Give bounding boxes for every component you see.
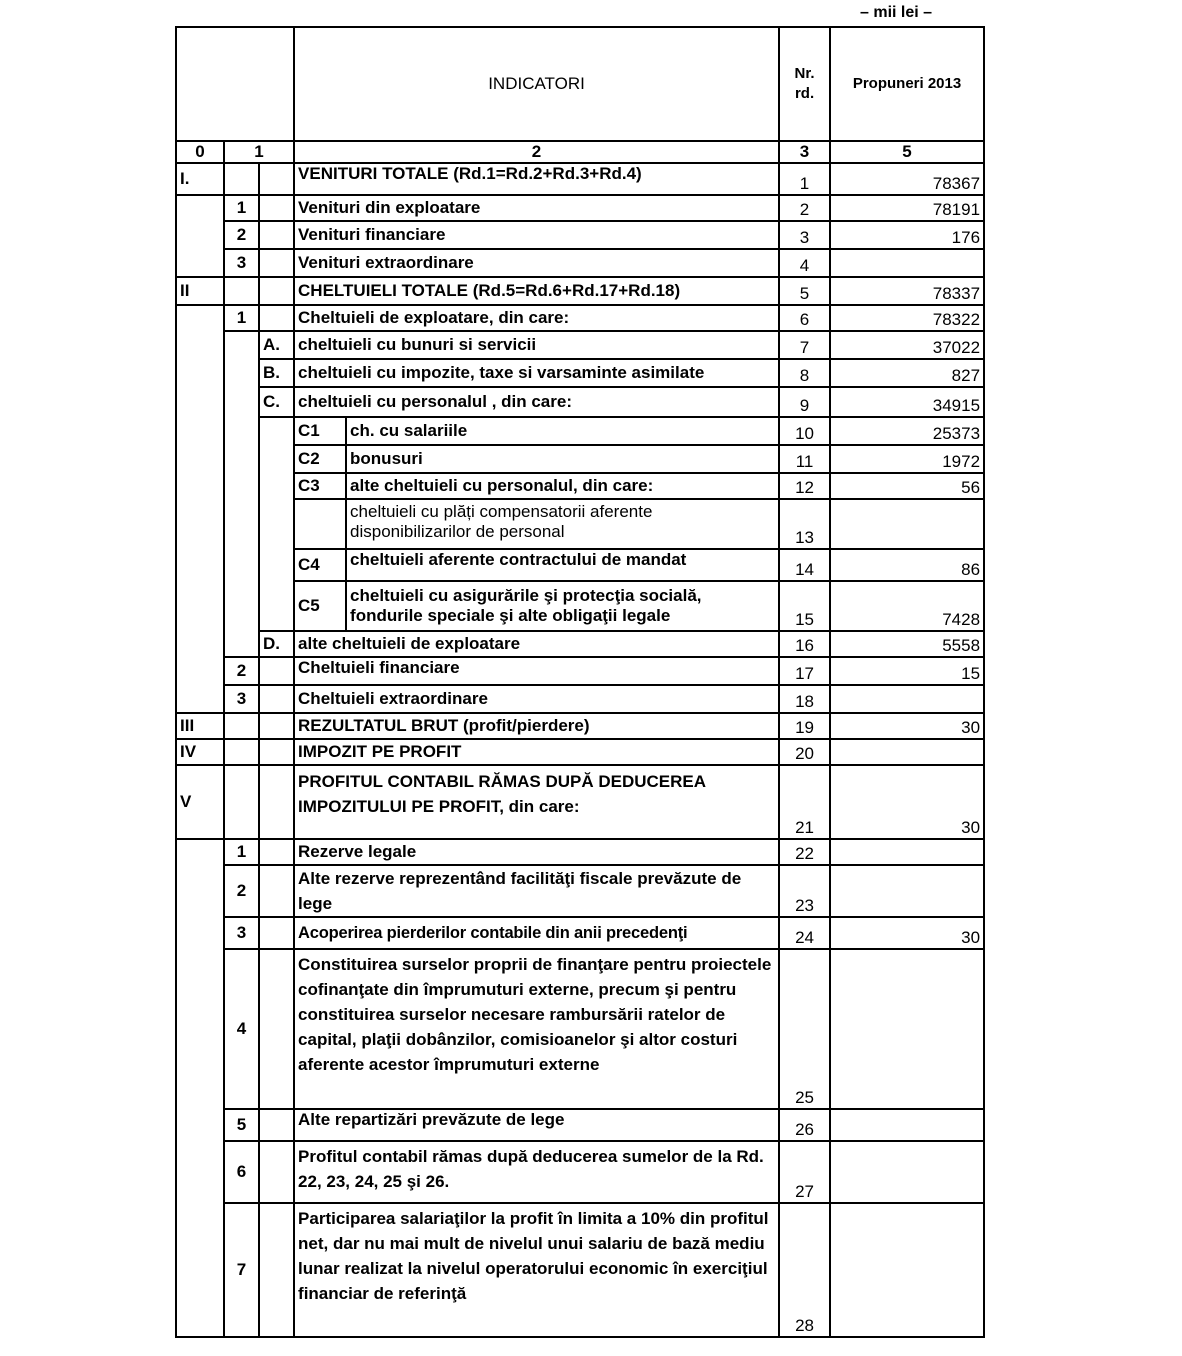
row-number: 15 (779, 581, 830, 631)
row-value: 78367 (830, 163, 984, 195)
row-value (830, 499, 984, 549)
row-number: 20 (779, 739, 830, 765)
row-label: cheltuieli cu bunuri si servicii (294, 331, 779, 359)
row-label: Rezerve legale (294, 839, 779, 865)
row-index: 3 (224, 685, 259, 713)
row-value (830, 685, 984, 713)
row-index: 7 (224, 1203, 259, 1337)
row-number: 19 (779, 713, 830, 739)
row-value: 30 (830, 917, 984, 949)
col-number-5: 5 (830, 141, 984, 163)
row-number: 11 (779, 445, 830, 473)
row-value: 86 (830, 549, 984, 581)
table-row (176, 331, 984, 359)
row-number: 6 (779, 305, 830, 331)
row-roman: IV (176, 739, 224, 765)
row-number: 24 (779, 917, 830, 949)
row-number: 26 (779, 1109, 830, 1141)
row-label: cheltuieli cu asigurările şi protecţia socială, fondurile speciale şi alte obligaţii legale (346, 581, 779, 631)
header-proposals: Propuneri 2013 (830, 27, 984, 141)
row-number: 16 (779, 631, 830, 657)
header-indicators: INDICATORI (294, 27, 779, 141)
table-row (176, 1141, 984, 1203)
row-label: Alte rezerve reprezentând facilităţi fiscale prevăzute de lege (294, 865, 779, 917)
row-label: Venituri extraordinare (294, 249, 779, 277)
table-row (176, 163, 984, 195)
row-value (830, 1109, 984, 1141)
row-label: Cheltuieli financiare (294, 657, 779, 685)
row-roman: II (176, 277, 224, 305)
row-number: 5 (779, 277, 830, 305)
row-value (830, 739, 984, 765)
row-index: 1 (224, 839, 259, 865)
row-number: 4 (779, 249, 830, 277)
row-label: REZULTATUL BRUT (profit/pierdere) (294, 713, 779, 739)
row-label: bonusuri (346, 445, 779, 473)
table-row (176, 713, 984, 739)
row-number: 18 (779, 685, 830, 713)
table-row (176, 949, 984, 1109)
row-label: Participarea salariaţilor la profit în limita a 10% din profitul net, dar nu mai mult de nivelul unui salariu de bază mediu lunar realizat la nivelul operatorului economic în exerciţiul financiar de referinţă (294, 1203, 779, 1337)
row-label: cheltuieli cu impozite, taxe si varsaminte asimilate (294, 359, 779, 387)
row-index: 4 (224, 949, 259, 1109)
row-number: 1 (779, 163, 830, 195)
row-label: VENITURI TOTALE (Rd.1=Rd.2+Rd.3+Rd.4) (294, 163, 779, 195)
row-value: 25373 (830, 417, 984, 445)
row-value: 30 (830, 713, 984, 739)
row-label: alte cheltuieli cu personalul, din care: (346, 473, 779, 499)
table-row (176, 359, 984, 387)
col-number-2: 2 (294, 141, 779, 163)
row-number: 14 (779, 549, 830, 581)
table-row (176, 221, 984, 249)
table-row (176, 631, 984, 657)
row-value: 827 (830, 359, 984, 387)
row-value: 5558 (830, 631, 984, 657)
table-row (176, 195, 984, 221)
row-value: 7428 (830, 581, 984, 631)
table-row (176, 685, 984, 713)
row-label: ch. cu salariile (346, 417, 779, 445)
row-label: alte cheltuieli de exploatare (294, 631, 779, 657)
table-row (176, 917, 984, 949)
col-number-1: 1 (224, 141, 294, 163)
row-code: C3 (294, 473, 346, 499)
row-number: 17 (779, 657, 830, 685)
row-value (830, 839, 984, 865)
row-number: 8 (779, 359, 830, 387)
row-number: 9 (779, 387, 830, 417)
col-number-3: 3 (779, 141, 830, 163)
row-value: 30 (830, 765, 984, 839)
row-label: Profitul contabil rămas după deducerea sumelor de la Rd. 22, 23, 24, 25 şi 26. (294, 1141, 779, 1203)
row-value: 78322 (830, 305, 984, 331)
row-label: CHELTUIELI TOTALE (Rd.5=Rd.6+Rd.17+Rd.18) (294, 277, 779, 305)
row-number: 27 (779, 1141, 830, 1203)
row-label: IMPOZIT PE PROFIT (294, 739, 779, 765)
row-code (294, 499, 346, 549)
table-row (176, 549, 984, 581)
table-row (176, 1109, 984, 1141)
row-label: Cheltuieli extraordinare (294, 685, 779, 713)
row-index: 2 (224, 221, 259, 249)
row-index: 1 (224, 195, 259, 221)
row-label: cheltuieli aferente contractului de mandat (346, 549, 779, 581)
row-number: 25 (779, 949, 830, 1109)
table-row (176, 581, 984, 631)
table-row (176, 277, 984, 305)
row-value (830, 865, 984, 917)
row-label: cheltuieli cu plăți compensatorii aferente disponibilizarilor de personal (346, 499, 779, 549)
row-value: 34915 (830, 387, 984, 417)
header-blank (176, 27, 294, 141)
table-row (176, 445, 984, 473)
table-row (176, 1203, 984, 1337)
row-number: 28 (779, 1203, 830, 1337)
row-label: Acoperirea pierderilor contabile din anii precedenţi (294, 917, 779, 949)
row-number: 12 (779, 473, 830, 499)
row-label: Constituirea surselor proprii de finanţare pentru proiectele cofinanţate din împrumuturi externe, precum şi pentru constituirea surselor necesare rambursării ratelor de capital, plaţii dobânzilor, comisioanelor şi altor costuri aferente acestor împrumuturi externe (294, 949, 779, 1109)
row-value: 15 (830, 657, 984, 685)
row-number: 10 (779, 417, 830, 445)
table-row (176, 865, 984, 917)
row-label: Cheltuieli de exploatare, din care: (294, 305, 779, 331)
row-label: PROFITUL CONTABIL RĂMAS DUPĂ DEDUCEREA IMPOZITULUI PE PROFIT, din care: (294, 765, 779, 839)
row-value (830, 1141, 984, 1203)
row-label: Venituri financiare (294, 221, 779, 249)
row-roman: V (176, 765, 224, 839)
row-roman: III (176, 713, 224, 739)
row-index: 5 (224, 1109, 259, 1141)
row-number: 21 (779, 765, 830, 839)
table-row (176, 739, 984, 765)
row-number: 23 (779, 865, 830, 917)
row-value: 1972 (830, 445, 984, 473)
row-number: 3 (779, 221, 830, 249)
row-index: 3 (224, 917, 259, 949)
row-value: 37022 (830, 331, 984, 359)
row-number: 13 (779, 499, 830, 549)
table-row (176, 499, 984, 549)
row-letter: C. (259, 387, 294, 417)
unit-label: – mii lei – (860, 4, 933, 21)
row-code: C5 (294, 581, 346, 631)
row-value (830, 1203, 984, 1337)
row-number: 2 (779, 195, 830, 221)
row-number: 7 (779, 331, 830, 359)
row-label: cheltuieli cu personalul , din care: (294, 387, 779, 417)
row-value (830, 249, 984, 277)
row-value: 78337 (830, 277, 984, 305)
row-value: 78191 (830, 195, 984, 221)
row-label: Alte repartizări prevăzute de lege (294, 1109, 779, 1141)
table-row (176, 249, 984, 277)
row-value (830, 949, 984, 1109)
table-row (176, 305, 984, 331)
row-code: C1 (294, 417, 346, 445)
row-index: 6 (224, 1141, 259, 1203)
row-index: 3 (224, 249, 259, 277)
row-index: 1 (224, 305, 259, 331)
row-code: C4 (294, 549, 346, 581)
row-letter: A. (259, 331, 294, 359)
row-value: 56 (830, 473, 984, 499)
row-letter: B. (259, 359, 294, 387)
table-row (176, 417, 984, 445)
table-row (176, 839, 984, 865)
row-letter: D. (259, 631, 294, 657)
row-label: Venituri din exploatare (294, 195, 779, 221)
row-value: 176 (830, 221, 984, 249)
table-row (176, 765, 984, 839)
row-index: 2 (224, 657, 259, 685)
table-row (176, 387, 984, 417)
row-index: 2 (224, 865, 259, 917)
row-roman: I. (176, 163, 224, 195)
header-row-no: Nr. rd. (779, 27, 830, 141)
table-row (176, 473, 984, 499)
row-number: 22 (779, 839, 830, 865)
budget-table (175, 26, 985, 1338)
row-code: C2 (294, 445, 346, 473)
col-number-0: 0 (176, 141, 224, 163)
table-row (176, 657, 984, 685)
